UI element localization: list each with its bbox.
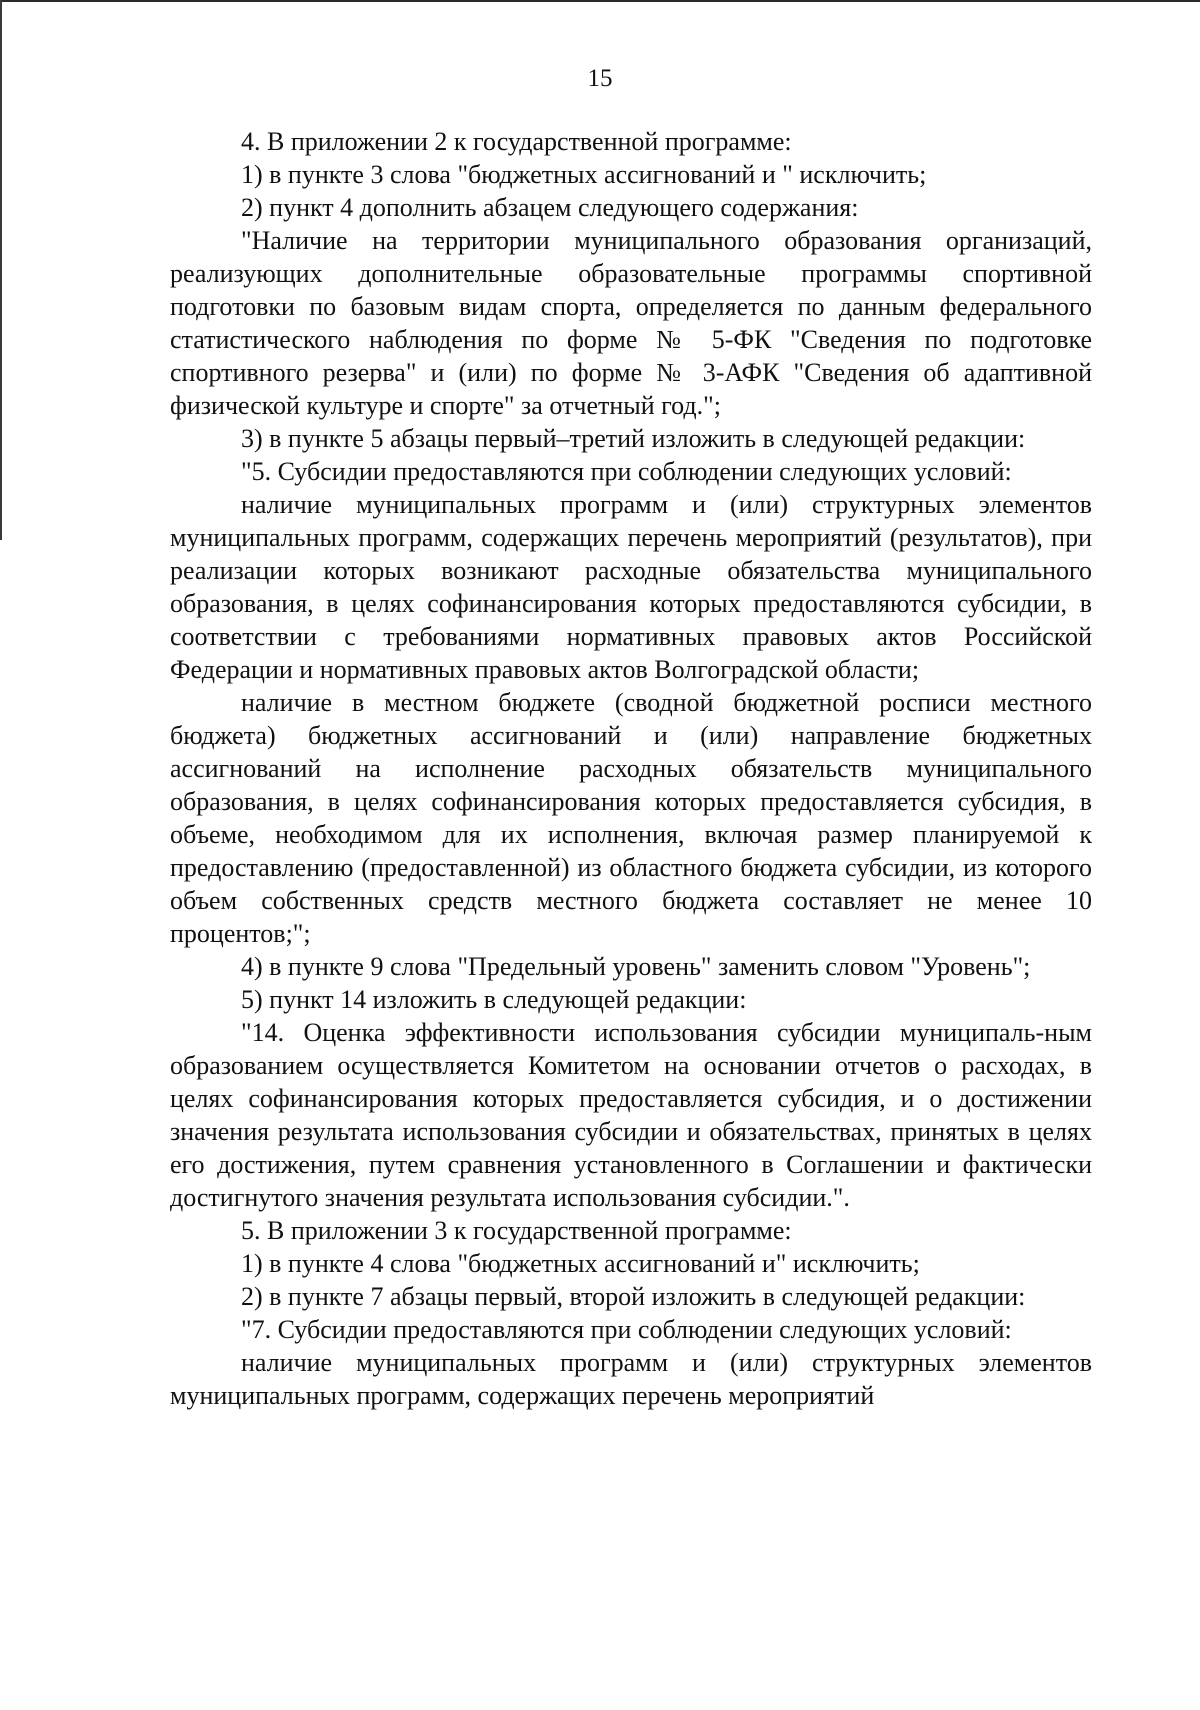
scan-edge-top	[0, 0, 1200, 2]
paragraph: 3) в пункте 5 абзацы первый–третий изложить в следующей редакции:	[241, 424, 1026, 453]
paragraph: 5. В приложении 3 к государственной программе:	[241, 1216, 792, 1245]
paragraph: 1) в пункте 4 слова "бюджетных ассигнований и" исключить;	[241, 1249, 920, 1278]
body-text	[170, 125, 1092, 1412]
paragraph: 4. В приложении 2 к государственной программе:	[241, 127, 792, 156]
paragraph: 4) в пункте 9 слова "Предельный уровень" заменить словом "Уровень";	[241, 952, 1031, 981]
paragraph: наличие муниципальных программ и (или) структурных элементов муниципальных программ, содержащих перечень мероприятий	[170, 1348, 1092, 1410]
paragraph: 5) пункт 14 изложить в следующей редакции:	[241, 985, 747, 1014]
paragraph: "7. Субсидии предоставляются при соблюдении следующих условий:	[241, 1315, 1012, 1344]
page-number: 15	[587, 65, 613, 92]
paragraph: 2) в пункте 7 абзацы первый, второй изложить в следующей редакции:	[241, 1282, 1026, 1311]
paragraph: 1) в пункте 3 слова "бюджетных ассигнований и " исключить;	[241, 160, 927, 189]
paragraph: 2) пункт 4 дополнить абзацем следующего содержания:	[241, 193, 859, 222]
paragraph: "14. Оценка эффективности использования субсидии муниципаль-ным образованием осуществляется Комитетом на основании отчетов о расходах, в целях софинансирования которых предоставляется субсидия, и о достижении значения результата использования субсидии и обязательствах, принятых в целях его достижения, путем сравнения установленного в Соглашении и фактически достигнутого значения результата использования субсидии.".	[170, 1018, 1092, 1212]
paragraph: "Наличие на территории муниципального образования организаций, реализующих дополнительные образовательные программы спортивной подготовки по базовым видам спорта, определяется по данным федерального статистического наблюдения по форме № 5-ФК "Сведения по подготовке спортивного резерва" и (или) по форме № 3-АФК "Сведения об адаптивной физической культуре и спорте" за отчетный год.";	[170, 226, 1092, 420]
paragraph: "5. Субсидии предоставляются при соблюдении следующих условий:	[241, 457, 1012, 486]
paragraph: наличие в местном бюджете (сводной бюджетной росписи местного бюджета) бюджетных ассигнований и (или) направление бюджетных ассигнований на исполнение расходных обязательств муниципального образования, в целях софинансирования которых предоставляется субсидия, в объеме, необходимом для их исполнения, включая размер планируемой к предоставлению (предоставленной) из областного бюджета субсидии, из которого объем собственных средств местного бюджета составляет не менее 10 процентов;";	[170, 688, 1092, 948]
paragraph: наличие муниципальных программ и (или) структурных элементов муниципальных программ, содержащих перечень мероприятий (результатов), при реализации которых возникают расходные обязательства муниципального образования, в целях софинансирования которых предоставляются субсидии, в соответствии с требованиями нормативных правовых актов Российской Федерации и нормативных правовых актов Волгоградской области;	[170, 490, 1092, 684]
